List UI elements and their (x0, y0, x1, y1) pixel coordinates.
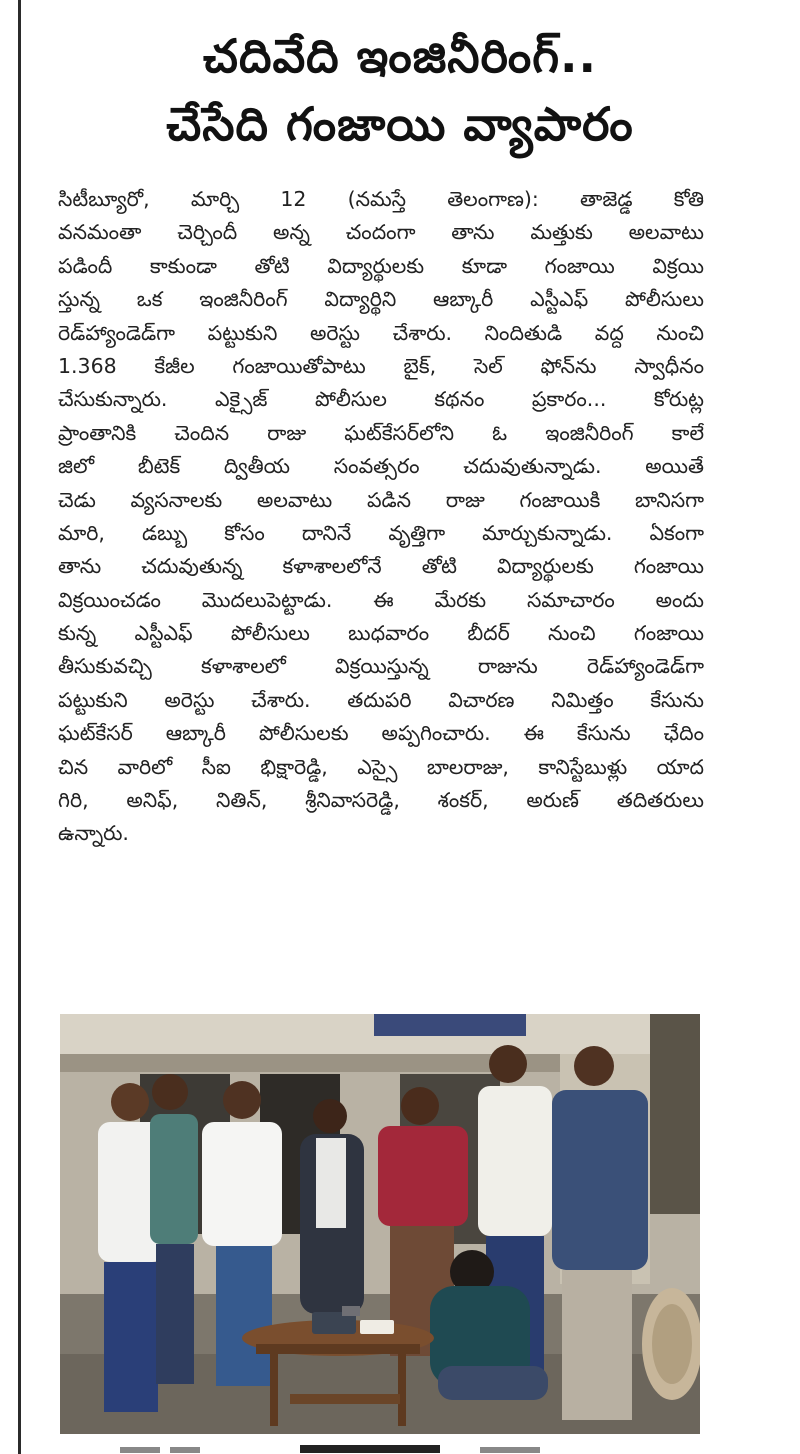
article-line: గిరి, అనిఫ్, నితిన్, శ్రీనివాసరెడ్డి, శంకర్, అరుణ్ తదితరులు (58, 788, 704, 813)
article-line: సిటీబ్యూరో, మార్చి 12 (నమస్తే తెలంగాణ): తాజెడ్డ కోతి (58, 187, 704, 211)
headline-line-1: చదివేది ఇంజినీరింగ్.. (203, 29, 597, 83)
article-line: చిన వారిలో సీఐ భిక్షారెడ్డి, ఎస్సై బాలరాజు, కానిస్టేబుళ్లు యాద (58, 754, 704, 779)
news-photo (60, 1014, 700, 1434)
article-line: ప్రాంతానికి చెందిన రాజు ఘట్‌కేసర్‌లోని ఓ ఇంజినీరింగ్ కాలే (58, 420, 704, 445)
headline (40, 22, 760, 158)
article-line: ఘట్‌కేసర్ ఆబ్కారీ పోలీసులకు అప్పగించారు. ఈ కేసును ఛేదిం (58, 721, 704, 746)
news-photo-illustration (60, 1014, 700, 1434)
article-line: పట్టుకుని అరెస్టు చేశారు. తదుపరి విచారణ నిమిత్తం కేసును (58, 687, 704, 712)
article-line: పడిందీ కాకుండా తోటి విద్యార్థులకు కూడా గంజాయి విక్రయి (58, 253, 704, 278)
article-line: కున్న ఎస్టీఎఫ్ పోలీసులు బుధవారం బీదర్ నుంచి గంజాయి (58, 621, 704, 646)
article-body (58, 183, 704, 851)
article-line: ఉన్నారు. (58, 821, 129, 846)
article-line: 1.368 కేజీల గంజాయితోపాటు బైక్, సెల్ ఫోన్‌ను స్వాధీనం (58, 353, 704, 378)
article-line: చేసుకున్నారు. ఎక్సైజ్ పోలీసుల కథనం ప్రకారం... కోరుట్ల (58, 387, 704, 412)
article-line: రెడ్‌హ్యాండెడ్‌గా పట్టుకుని అరెస్టు చేశారు. నిందితుడి వద్ద నుంచి (58, 320, 704, 345)
article-line: తీసుకువచ్చి కళాశాలలో విక్రయిస్తున్న రాజును రెడ్‌హ్యాండెడ్‌గా (58, 654, 704, 679)
article-line: స్తున్న ఒక ఇంజినీరింగ్ విద్యార్థిని ఆబ్కారీ ఎస్టీఎఫ్ పోలీసులు (58, 287, 704, 312)
cutoff-text-fragment (60, 1441, 700, 1454)
article-line: తాను చదువుతున్న కళాశాలలోనే తోటి విద్యార్థులకు గంజాయి (58, 554, 704, 579)
headline-line-2: చేసేది గంజాయి వ్యాపారం (166, 97, 634, 151)
next-caption-cutoff (60, 1440, 700, 1454)
article-line: వనమంతా చెర్చిందీ అన్న చందంగా తాను మత్తుకు అలవాటు (58, 220, 704, 245)
article-line: జిలో బీటెక్ ద్వితీయ సంవత్సరం చదువుతున్నాడు. అయితే (58, 454, 704, 479)
article-line: విక్రయించడం మొదలుపెట్టాడు. ఈ మేరకు సమాచారం అందు (58, 587, 704, 612)
column-divider-rule (18, 0, 21, 1454)
article-line: చెడు వ్యసనాలకు అలవాటు పడిన రాజు గంజాయికి బానిసగా (58, 487, 704, 512)
article-line: మారి, డబ్బు కోసం దానినే వృత్తిగా మార్చుకున్నాడు. ఏకంగా (58, 520, 704, 545)
